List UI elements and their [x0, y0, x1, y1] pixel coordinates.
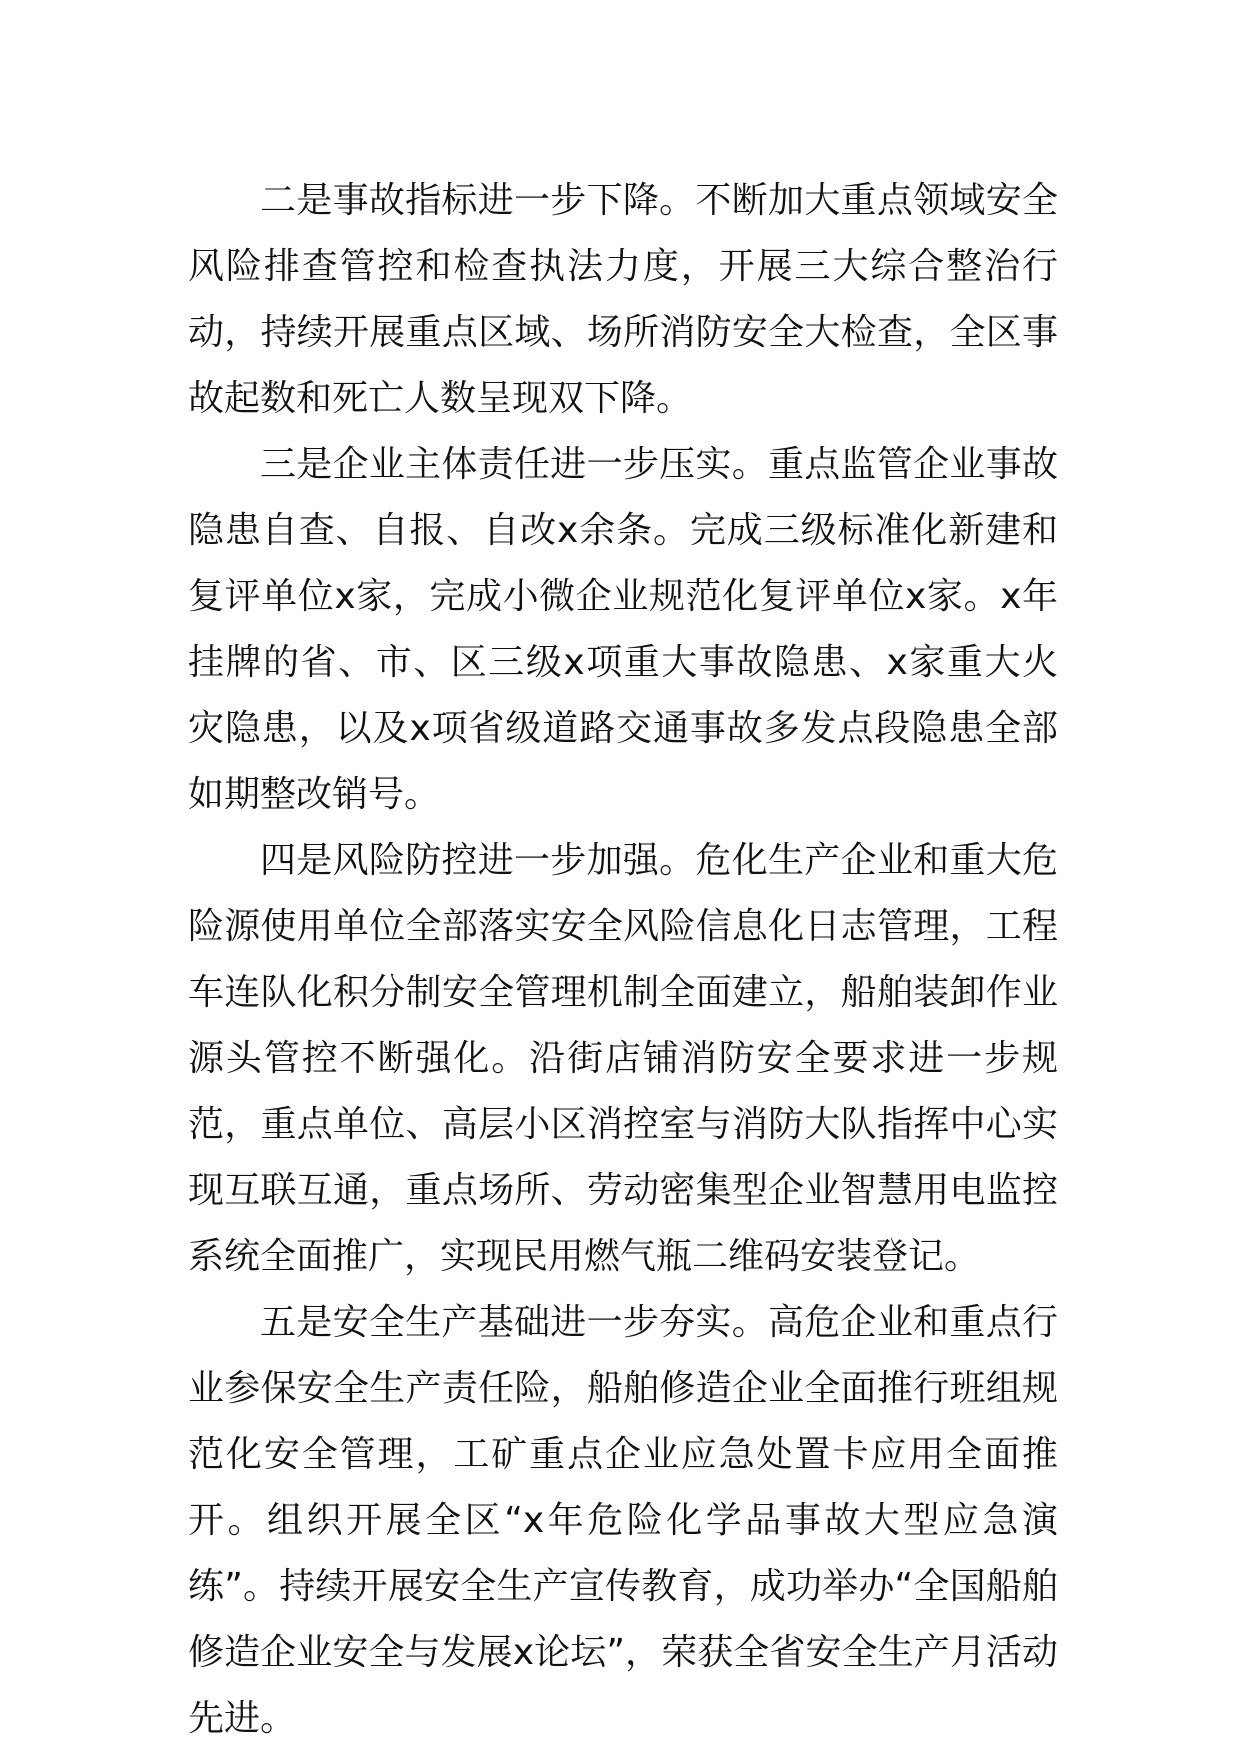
document-body [188, 168, 1058, 1752]
paragraph-enterprise-responsibility: 三是企业主体责任进一步压实。重点监管企业事故隐患自查、自报、自改x余条。完成三级标准化新建和复评单位x家，完成小微企业规范化复评单位x家。x年挂牌的省、市、区三级x项重大事故隐患、x家重大火灾隐患，以及x项省级道路交通事故多发点段隐患全部如期整改销号。 [188, 444, 1058, 815]
paragraph-accident-indicators: 二是事故指标进一步下降。不断加大重点领域安全风险排查管控和检查执法力度，开展三大综合整治行动，持续开展重点区域、场所消防安全大检查，全区事故起数和死亡人数呈现双下降。 [188, 180, 1058, 419]
paragraph-safety-foundation: 五是安全生产基础进一步夯实。高危企业和重点行业参保安全生产责任险，船舶修造企业全面推行班组规范化安全管理，工矿重点企业应急处置卡应用全面推开。组织开展全区“x年危险化学品事故大型应急演练”。持续开展安全生产宣传教育，成功举办“全国船舶修造企业安全与发展x论坛”，荣获全省安全生产月活动先进。 [188, 1302, 1058, 1739]
paragraph-risk-control: 四是风险防控进一步加强。危化生产企业和重大危险源使用单位全部落实安全风险信息化日志管理，工程车连队化积分制安全管理机制全面建立，船舶装卸作业源头管控不断强化。沿街店铺消防安全要求进一步规范，重点单位、高层小区消控室与消防大队指挥中心实现互联互通，重点场所、劳动密集型企业智慧用电监控系统全面推广，实现民用燃气瓶二维码安装登记。 [188, 840, 1058, 1277]
